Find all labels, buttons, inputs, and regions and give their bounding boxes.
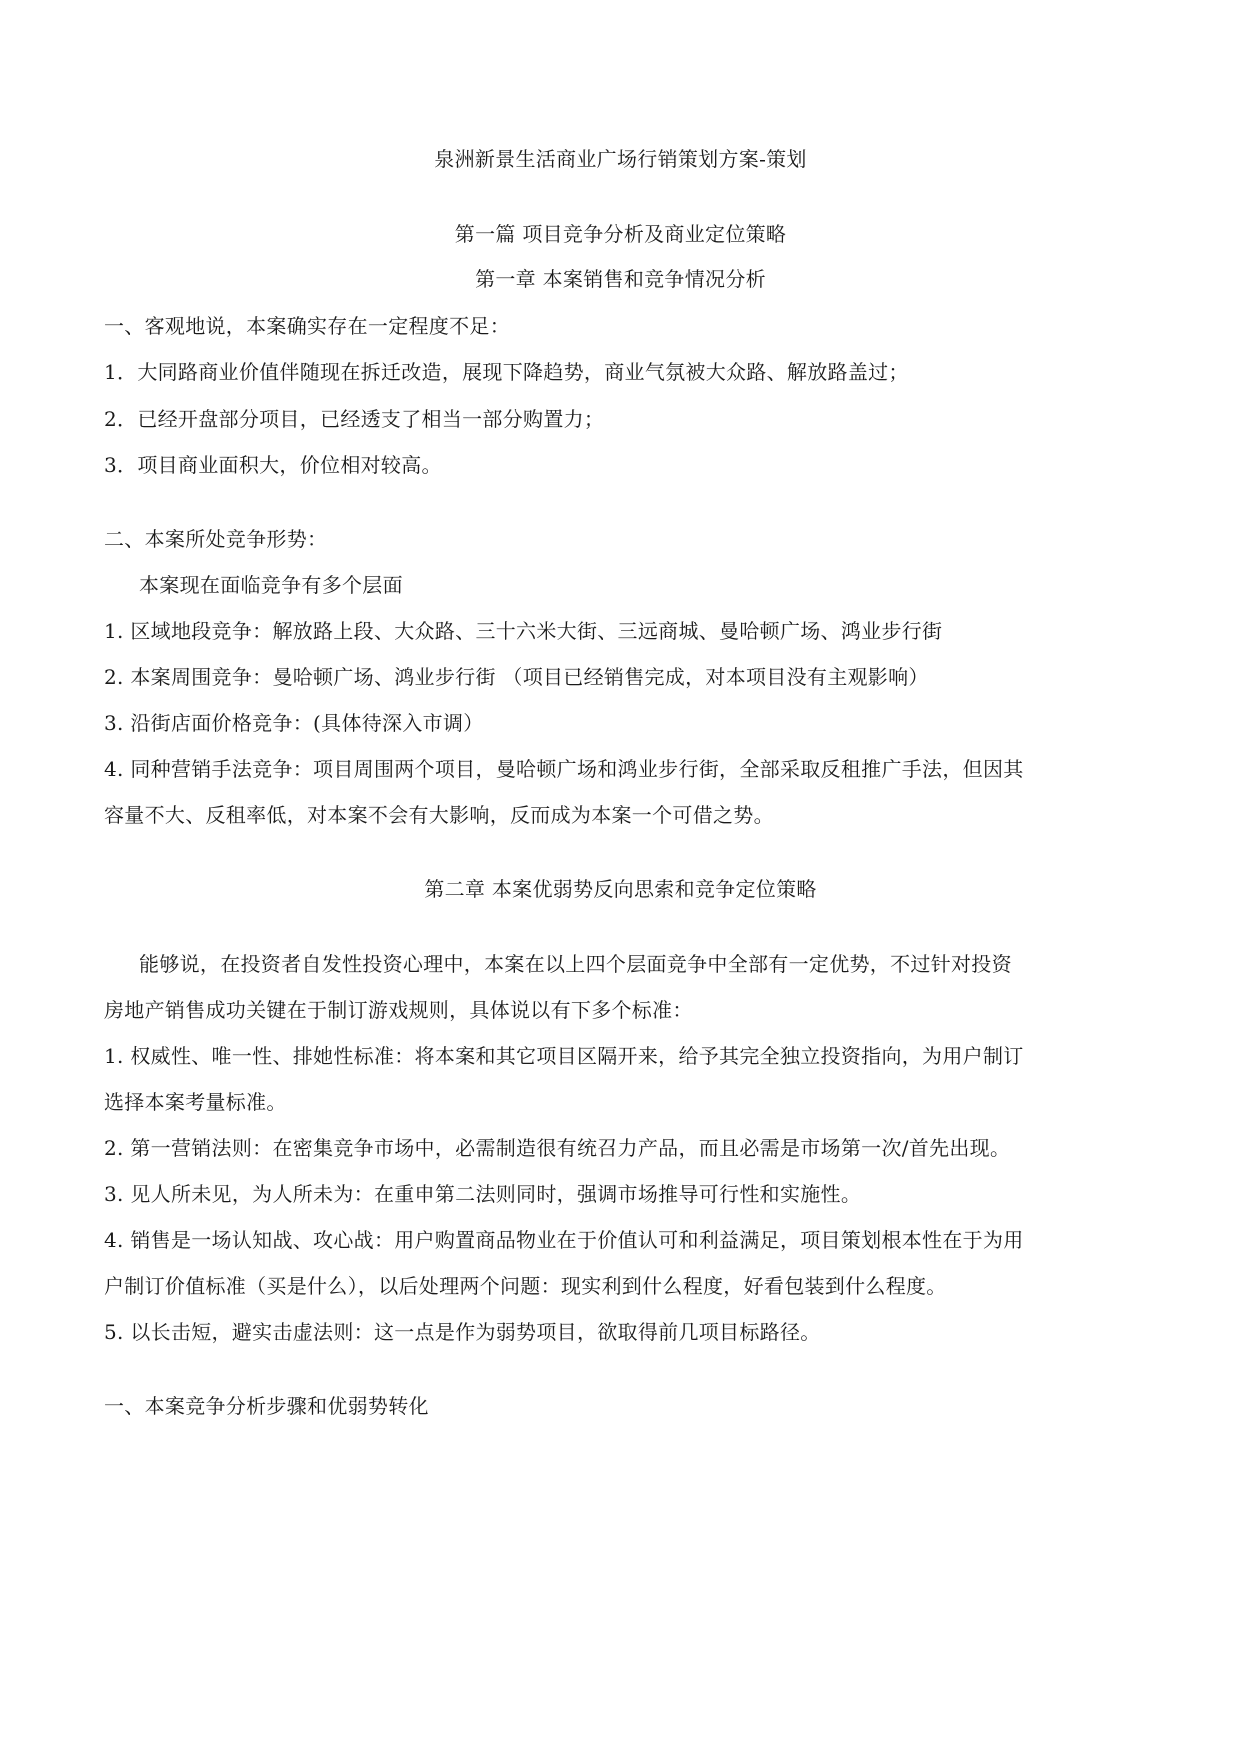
part-heading: 第一篇 项目竞争分析及商业定位策略 — [454, 222, 787, 246]
section-1-item: 1．大同路商业价值伴随现在拆迁改造，展现下降趋势，商业气氛被大众路、解放路盖过； — [104, 360, 909, 384]
section-2-item: 4. 同种营销手法竞争：项目周围两个项目，曼哈顿广场和鸿业步行街，全部采取反租推广手法，但因其 — [104, 757, 1024, 781]
document-title: 泉洲新景生活商业广场行销策划方案-策划 — [434, 147, 807, 171]
chapter-2-item-continuation: 选择本案考量标准。 — [104, 1090, 287, 1114]
section-1-item: 3．项目商业面积大，价位相对较高。 — [104, 453, 442, 477]
chapter-2-item: 1. 权威性、唯一性、排她性标准：将本案和其它项目区隔开来，给予其完全独立投资指向，为用户制订 — [104, 1044, 1024, 1068]
section-1-item: 2．已经开盘部分项目，已经透支了相当一部分购置力； — [104, 407, 605, 431]
chapter-2-intro: 能够说，在投资者自发性投资心理中，本案在以上四个层面竞争中全部有一定优势，不过针对投资 — [139, 952, 1012, 976]
section-2-heading: 二、本案所处竞争形势： — [104, 527, 328, 551]
final-section-heading: 一、本案竞争分析步骤和优弱势转化 — [104, 1394, 429, 1418]
section-2-intro: 本案现在面临竞争有多个层面 — [139, 573, 403, 597]
section-1-heading: 一、客观地说，本案确实存在一定程度不足： — [104, 314, 510, 338]
chapter-1-heading: 第一章 本案销售和竞争情况分析 — [475, 267, 766, 291]
section-2-item: 3. 沿街店面价格竞争：(具体待深入市调） — [104, 711, 484, 735]
chapter-2-item: 4. 销售是一场认知战、攻心战：用户购置商品物业在于价值认可和利益满足，项目策划根本性在于为用 — [104, 1228, 1024, 1252]
chapter-2-item: 5. 以长击短，避实击虚法则：这一点是作为弱势项目，欲取得前几项目标路径。 — [104, 1320, 821, 1344]
chapter-2-item: 3. 见人所未见，为人所未为：在重申第二法则同时，强调市场推导可行性和实施性。 — [104, 1182, 862, 1206]
chapter-2-item-continuation: 户制订价值标准（买是什么），以后处理两个问题：现实利到什么程度，好看包装到什么程度。 — [104, 1274, 947, 1298]
chapter-2-item: 2. 第一营销法则：在密集竞争市场中，必需制造很有统召力产品，而且必需是市场第一次/首先出现。 — [104, 1136, 1011, 1160]
section-2-item: 2. 本案周围竞争：曼哈顿广场、鸿业步行街 （项目已经销售完成，对本项目没有主观影响） — [104, 665, 929, 689]
chapter-2-intro-continuation: 房地产销售成功关键在于制订游戏规则，具体说以有下多个标准： — [104, 998, 693, 1022]
section-2-item: 1. 区域地段竞争：解放路上段、大众路、三十六米大街、三远商城、曼哈顿广场、鸿业步行街 — [104, 619, 943, 643]
chapter-2-heading: 第二章 本案优弱势反向思索和竞争定位策略 — [424, 877, 817, 901]
section-2-item-continuation: 容量不大、反租率低，对本案不会有大影响，反而成为本案一个可借之势。 — [104, 803, 774, 827]
